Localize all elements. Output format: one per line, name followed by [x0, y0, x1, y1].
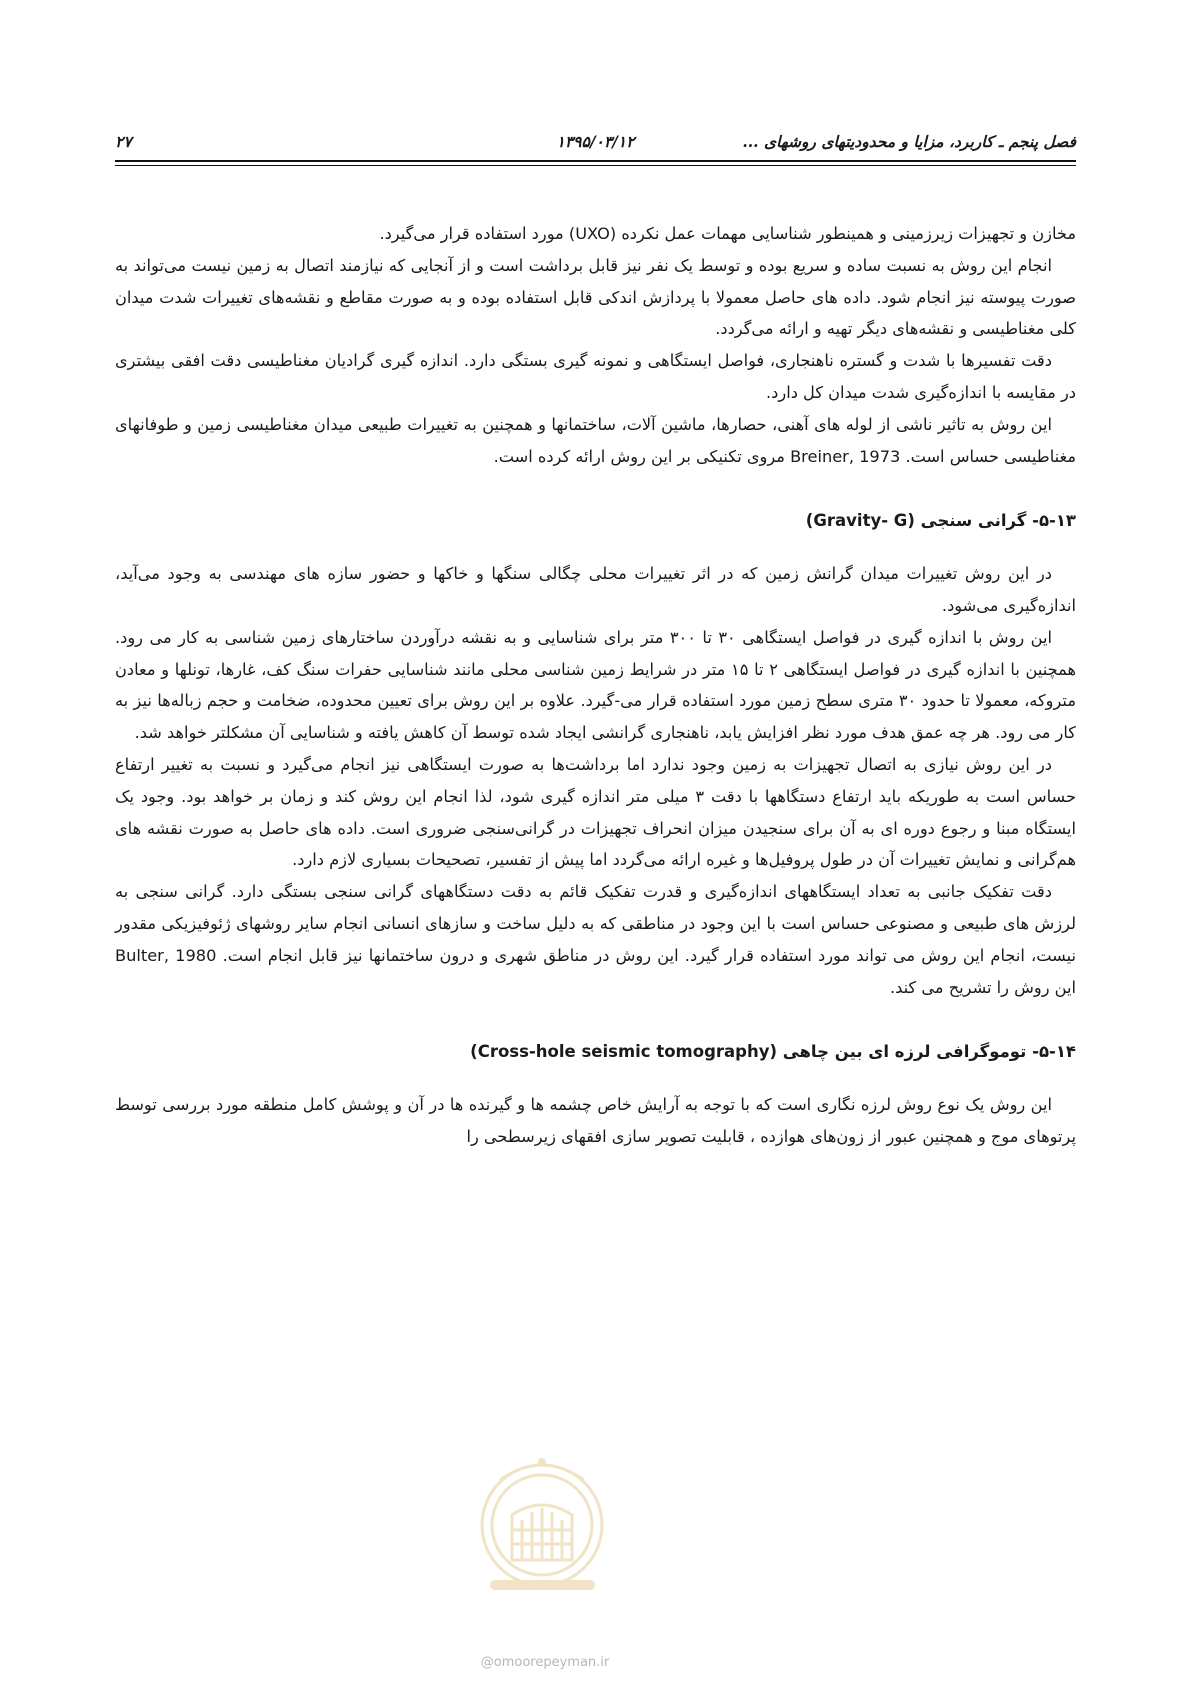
section-heading-gravity: ۵-۱۳- گرانی سنجی (Gravity- G) [805, 511, 1076, 531]
paragraph: دقت تفسیرها با شدت و گستره ناهنجاری، فواصل ایستگاهی و نمونه گیری بستگی دارد. اندازه گیری گرادیان مغناطیسی دقت افقی بیشتری در مقایسه با اندازه‌گیری شدت میدان کل دارد. [115, 351, 1076, 402]
page-body [115, 218, 1076, 1153]
paragraph: در این روش نیازی به اتصال تجهیزات به زمین وجود ندارد اما برداشت‌ها به صورت ایستگاهی نیز انجام می‌گیرد و نسبت به تغییر ارتفاع حساس است به طوریکه باید ارتفاع دستگاهها با دقت ۳ میلی متر اندازه گیری شود، لذا انجام این روش کند و زمان بر خواهد بود. وجود یک ایستگاه مبنا و رجوع دوره ای به آن برای سنجیدن میزان انحراف تجهیزات در گرانی‌سنجی ضروری است. داده های حاصل به صورت نقشه های هم‌گرانی و نمایش تغییرات آن در طول پروفیل‌ها و غیره ارائه می‌گردد اما پیش از تفسیر، تصحیحات بسیاری لازم دارد. [115, 754, 1076, 870]
header-rule-thick [115, 160, 1076, 162]
paragraph: این روش با اندازه گیری در فواصل ایستگاهی ۳۰ تا ۳۰۰ متر برای شناسایی و به نقشه درآوردن ساختارهای زمین شناسی به کار می رود. همچنین با اندازه گیری در فواصل ایستگاهی ۲ تا ۱۵ متر در شرایط زمین شناسی محلی مانند شناسایی حفرات سنگ کف، غارها، تونلها و معادن متروکه، معمولا تا حدود ۳۰ متری سطح زمین مورد استفاده قرار می-گیرد. علاوه بر این روش برای تعیین محدوده، ضخامت و حجم زباله‌ها نیز به کار می رود. هر چه عمق هدف مورد نظر افزایش یابد، ناهنجاری گرانشی ایجاد شده توسط آن کاهش یافته و شناسایی آن مشکلتر خواهد شد. [115, 627, 1076, 743]
section-heading-crosshole: ۵-۱۴- توموگرافی لرزه ای بین چاهی (Cross-hole seismic tomography) [470, 1042, 1076, 1062]
paragraph: این روش به تاثیر ناشی از لوله های آهنی، حصارها، ماشین آلات، ساختمانها و همچنین به تغییرات طبیعی میدان مغناطیسی زمین و طوفانهای مغناطیسی حساس است. Breiner, 1973 مروی تکنیکی بر این روش ارائه کرده است. [115, 414, 1076, 466]
paragraph: مخازن و تجهیزات زیرزمینی و همینطور شناسایی مهمات عمل نکرده (UXO) مورد استفاده قرار می‌گیرد. [379, 224, 1076, 243]
paragraph: این روش یک نوع روش لرزه نگاری است که با توجه به آرایش خاص چشمه ها و گیرنده ها در آن و پوشش کامل منطقه مورد بررسی توسط پرتوهای موج و همچنین عبور از زون‌های هوازده ، قابلیت تصویر سازی افقهای زیرسطحی را [115, 1095, 1076, 1146]
chapter-title: فصل پنجم ـ کاربرد، مزایا و محدودیتهای روشهای ... [742, 132, 1076, 151]
header-date: ۱۳۹۵/۰۳/۱۲ [556, 132, 635, 151]
page-header [115, 128, 1076, 158]
header-rule-thin [115, 165, 1076, 166]
paragraph: انجام این روش به نسبت ساده و سریع بوده و توسط یک نفر نیز قابل برداشت است و از آنجایی که نیازمند اتصال به زمین نیست می‌تواند به صورت پیوسته نیز انجام شود. داده های حاصل معمولا با پردازش اندکی قابل استفاده بوده و به صورت مقاطع و نقشه‌های تغییرات شدت میدان کلی مغناطیسی و نقشه‌های دیگر تهیه و ارائه می‌گردد. [115, 255, 1076, 339]
paragraph: دقت تفکیک جانبی به تعداد ایستگاههای اندازه‌گیری و قدرت تفکیک قائم به دقت دستگاههای گرانی سنجی بستگی دارد. گرانی سنجی به لرزش های طبیعی و مصنوعی حساس است با این وجود در مناطقی که به دلیل ساخت و سازهای انسانی انجام سایر روشهای ژئوفیزیکی مقدور نیست، انجام این روش می تواند مورد استفاده قرار گیرد. این روش در مناطق شهری و درون ساختمانها نیز قابل انجام است. Bulter, 1980 این روش را تشریح می کند. [115, 882, 1076, 997]
page-number: ۲۷ [115, 132, 132, 151]
watermark-site: @omoorepeyman.ir [480, 1655, 610, 1670]
watermark-logo-icon [470, 1440, 615, 1610]
paragraph: در این روش تغییرات میدان گرانش زمین که در اثر تغییرات محلی چگالی سنگها و خاکها و حضور سازه های مهندسی به وجود می‌آید، اندازه‌گیری می‌شود. [115, 564, 1076, 615]
